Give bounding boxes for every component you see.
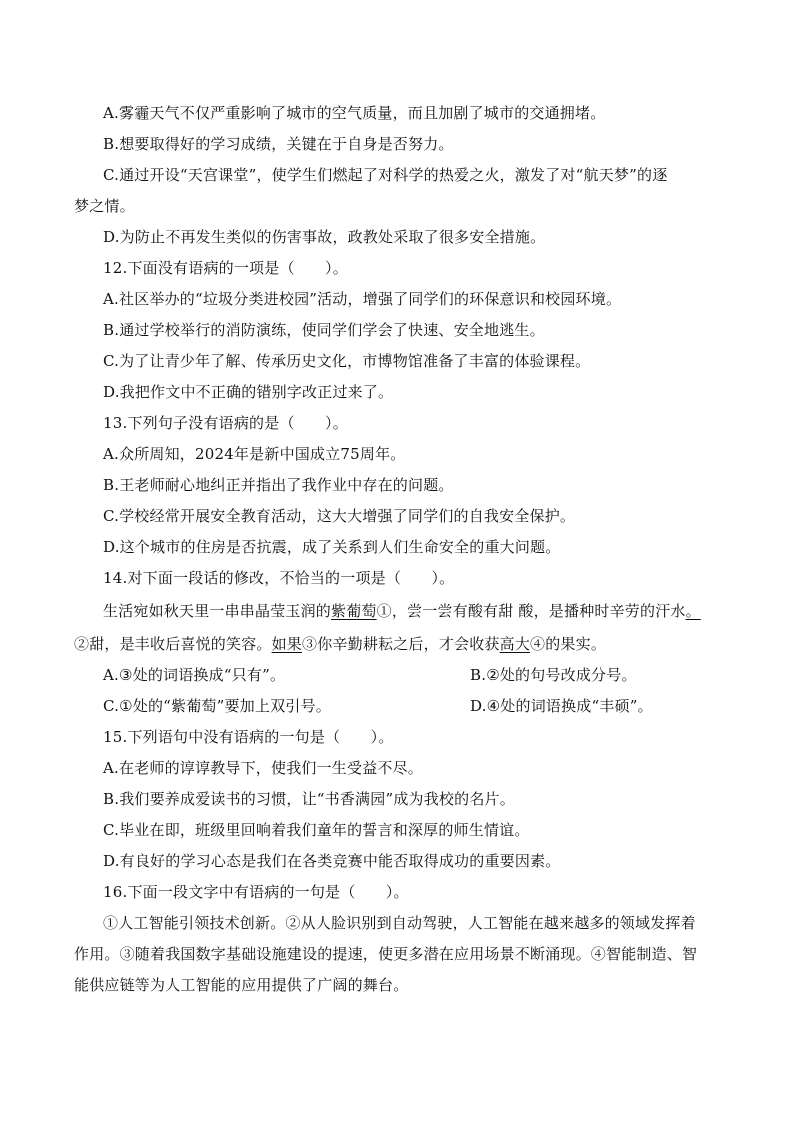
q11-option-c-line1: C.通过开设“天宫课堂”，使学生们燃起了对科学的热爱之火，激发了对“航天梦”的逐 (103, 166, 668, 184)
q15-option-d: D.有良好的学习心态是我们在各类竞赛中能否取得成功的重要因素。 (103, 852, 561, 870)
q11-option-d: D.为防止不再发生类似的伤害事故，政教处采取了很多安全措施。 (103, 228, 546, 246)
q14-passage-text: 生活宛如秋天里一串串晶莹玉润的 (103, 602, 332, 620)
q15-option-a: A.在老师的谆谆教导下，使我们一生受益不尽。 (103, 759, 424, 777)
q12-option-a: A.社区举办的“垃圾分类进校园”活动，增强了同学们的环保意识和校园环境。 (103, 290, 622, 308)
q12-option-c: C.为了让青少年了解、传承历史文化，市博物馆准备了丰富的体验课程。 (103, 352, 591, 370)
q16-passage-line2: 作用。③随着我国数字基础设施建设的提速，使更多潜在应用场景不断涌现。④智能制造、智 (74, 945, 698, 963)
q14-passage-text: ①，尝一尝有酸有甜 酸，是播种时辛劳的汗水 (376, 602, 686, 620)
q13-option-d: D.这个城市的住房是否抗震，成了关系到人们生命安全的重大问题。 (103, 538, 561, 556)
q14-underlined-zipu: 紫葡萄 (331, 602, 377, 620)
q14-option-c: C.①处的“紫葡萄”要加上双引号。 (103, 697, 331, 715)
q11-option-c-line2: 梦之情。 (74, 197, 135, 215)
q14-underlined-ruguo: 如果 (271, 635, 303, 653)
q13-option-a: A.众所周知，2024年是新中国成立75周年。 (103, 445, 406, 463)
q14-stem: 14.对下面一段话的修改，不恰当的一项是（ ）。 (103, 569, 455, 587)
q13-option-c: C.学校经常开展安全教育活动，这大大增强了同学们的自我安全保护。 (103, 507, 576, 525)
q15-option-c: C.毕业在即，班级里回响着我们童年的誓言和深厚的师生情谊。 (103, 821, 530, 839)
q16-passage-line3: 能供应链等为人工智能的应用提供了广阔的舞台。 (74, 976, 409, 994)
q12-option-d: D.我把作文中不正确的错别字改正过来了。 (103, 383, 394, 401)
q16-passage-line1: ①人工智能引领技术创新。②从人脸识别到自动驾驶，人工智能在越来越多的领域发挥着 (103, 914, 696, 932)
q13-option-b: B.王老师耐心地纠正并指出了我作业中存在的问题。 (103, 476, 454, 494)
q12-stem: 12.下面没有语病的一项是（ ）。 (103, 259, 348, 277)
q15-stem: 15.下列语句中没有语病的一句是（ ）。 (103, 728, 394, 746)
q15-option-b: B.我们要养成爱读书的习惯，让“书香满园”成为我校的名片。 (103, 790, 515, 808)
q16-stem: 16.下面一段文字中有语病的一句是（ ）。 (103, 883, 409, 901)
q13-stem: 13.下列句子没有语病的是（ ）。 (103, 414, 348, 432)
q14-passage-text: ②甜，是丰收后喜悦的笑容。 (74, 635, 272, 653)
q14-underlined-period: 。 (685, 602, 701, 620)
q14-passage-line1 (103, 601, 701, 621)
q11-option-a: A.雾霾天气不仅严重影响了城市的空气质量，而且加剧了城市的交通拥堵。 (103, 104, 606, 122)
q14-option-b: B.②处的句号改成分号。 (470, 666, 637, 684)
q14-passage-line2 (74, 634, 606, 654)
q14-passage-text: ③你辛勤耕耘之后，才会收获 (302, 635, 500, 653)
q14-passage-text: ④的果实。 (530, 635, 607, 653)
q14-option-d: D.④处的词语换成“丰硕”。 (470, 697, 653, 715)
q12-option-b: B.通过学校举行的消防演练，使同学们学会了快速、安全地逃生。 (103, 321, 545, 339)
q14-underlined-gaoda: 高大 (499, 635, 531, 653)
q11-option-b: B.想要取得好的学习成绩，关键在于自身是否努力。 (103, 135, 454, 153)
q14-option-a: A.③处的词语换成“只有”。 (103, 666, 286, 684)
